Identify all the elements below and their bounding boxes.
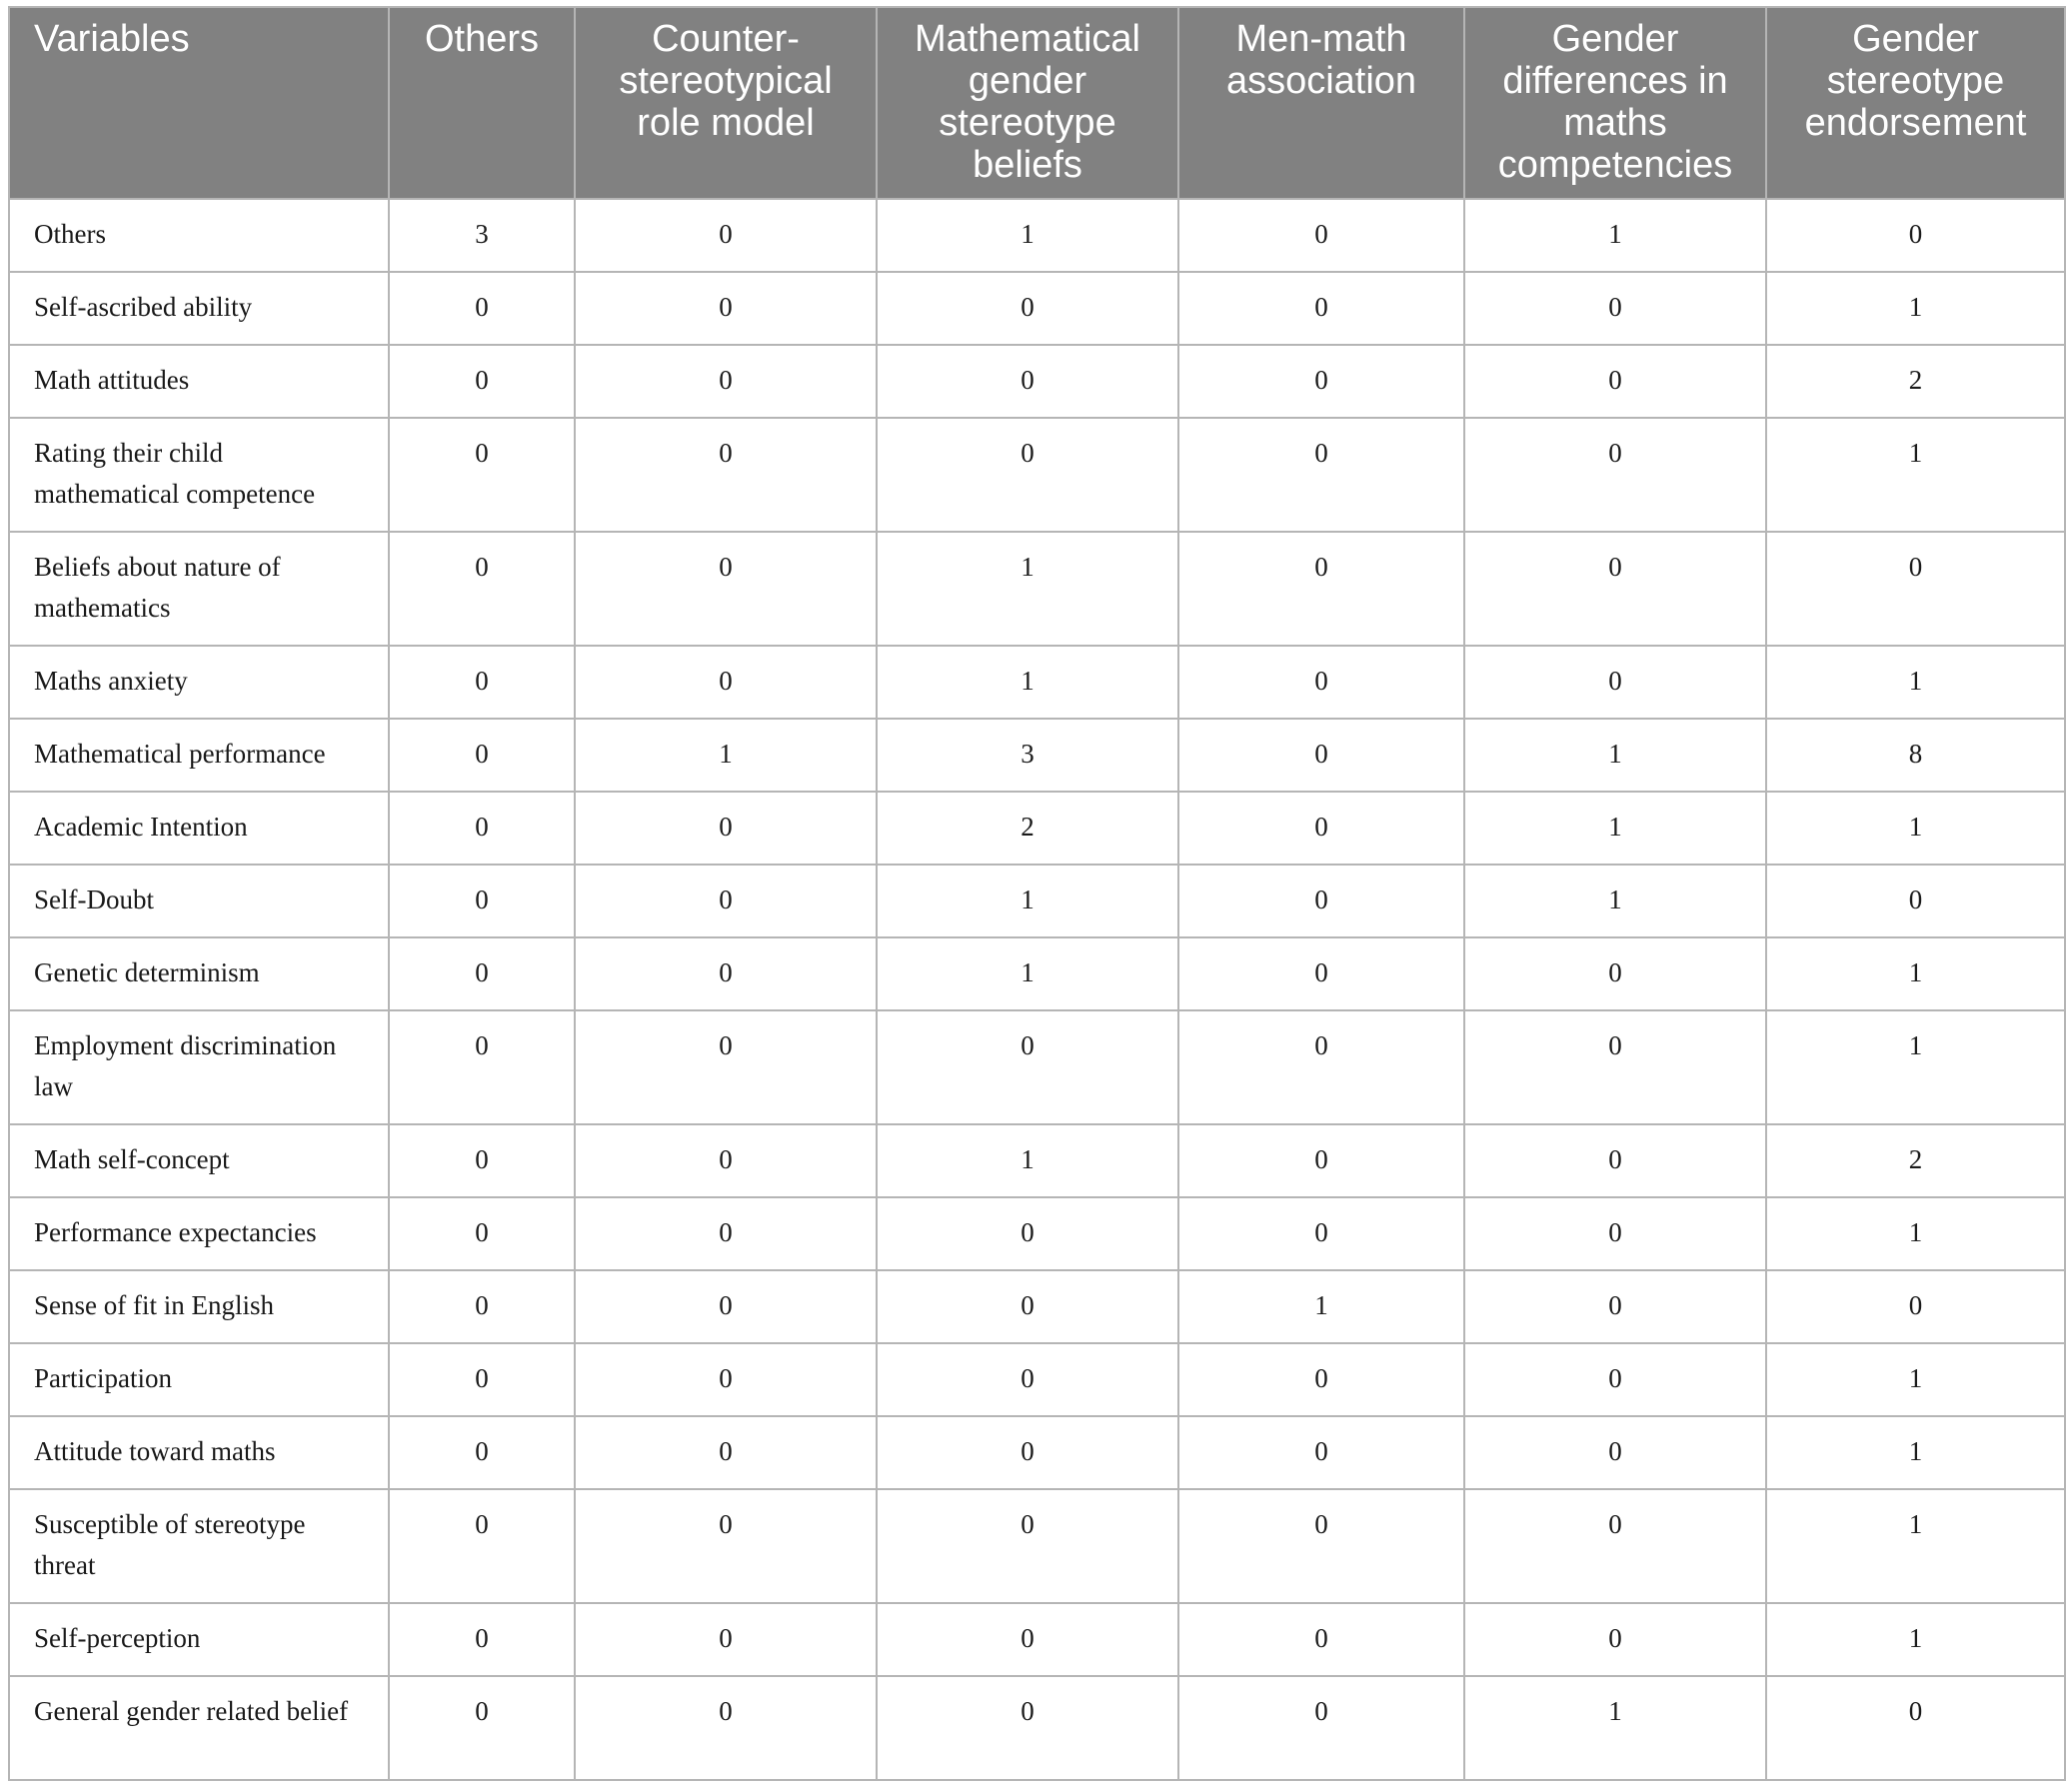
table-row: [9, 792, 2065, 865]
table-cell: 0: [1766, 199, 2065, 272]
table-cell: 0: [575, 1270, 877, 1343]
table-cell: 0: [1464, 1603, 1766, 1676]
row-label: Attitude toward maths: [9, 1416, 389, 1489]
table-cell: 1: [877, 937, 1178, 1010]
table-cell: 1: [1464, 865, 1766, 937]
table-cell: 0: [877, 1010, 1178, 1124]
table-cell: 0: [575, 1124, 877, 1197]
table-cell: 0: [1766, 1676, 2065, 1780]
table-cell: 1: [1766, 937, 2065, 1010]
table-cell: 0: [389, 719, 575, 792]
table-cell: 0: [389, 272, 575, 345]
table-cell: 1: [877, 865, 1178, 937]
row-label: Beliefs about nature of mathematics: [9, 532, 389, 646]
table-cell: 0: [1178, 865, 1464, 937]
table-cell: 0: [1178, 1416, 1464, 1489]
table-cell: 0: [1464, 1124, 1766, 1197]
table-cell: 0: [389, 1124, 575, 1197]
table-cell: 0: [1464, 646, 1766, 719]
table-cell: 1: [1766, 646, 2065, 719]
table-cell: 1: [1766, 792, 2065, 865]
table-cell: 1: [1178, 1270, 1464, 1343]
table-cell: 8: [1766, 719, 2065, 792]
row-label: General gender related belief: [9, 1676, 389, 1780]
table-cell: 0: [575, 1416, 877, 1489]
table-header: [9, 7, 2065, 199]
table-cell: 0: [877, 1489, 1178, 1603]
table-row: [9, 646, 2065, 719]
table-cell: 1: [1464, 199, 1766, 272]
table-cell: 0: [575, 646, 877, 719]
table-cell: 0: [877, 272, 1178, 345]
table-cell: 0: [1766, 865, 2065, 937]
table-cell: 0: [1464, 1010, 1766, 1124]
row-label: Mathematical performance: [9, 719, 389, 792]
column-header-others: Others: [389, 7, 575, 199]
column-header-counter-stereotypical-role-model: Counter-stereotypical role model: [575, 7, 877, 199]
column-header-gender-differences-in-maths-competencies: Gender differences in maths competencies: [1464, 7, 1766, 199]
row-label: Performance expectancies: [9, 1197, 389, 1270]
table-cell: 0: [575, 1603, 877, 1676]
table-cell: 0: [389, 1270, 575, 1343]
column-header-gender-stereotype-endorsement: Gender stereotype endorsement: [1766, 7, 2065, 199]
table-cell: 0: [877, 1343, 1178, 1416]
table-cell: 0: [1464, 532, 1766, 646]
row-label: Self-ascribed ability: [9, 272, 389, 345]
table-row: [9, 1124, 2065, 1197]
table-cell: 0: [1766, 1270, 2065, 1343]
table-cell: 1: [1464, 792, 1766, 865]
table-row: [9, 1343, 2065, 1416]
table-cell: 0: [877, 418, 1178, 532]
row-label: Math self-concept: [9, 1124, 389, 1197]
row-label: Sense of fit in English: [9, 1270, 389, 1343]
table-row: [9, 719, 2065, 792]
row-label: Self-Doubt: [9, 865, 389, 937]
row-label: Academic Intention: [9, 792, 389, 865]
row-label: Self-perception: [9, 1603, 389, 1676]
table-cell: 0: [389, 937, 575, 1010]
table-cell: 0: [877, 1676, 1178, 1780]
table-row: [9, 1270, 2065, 1343]
table-cell: 2: [1766, 345, 2065, 418]
table-cell: 1: [877, 199, 1178, 272]
row-label: Genetic determinism: [9, 937, 389, 1010]
table-cell: 0: [877, 345, 1178, 418]
table-cell: 1: [877, 1124, 1178, 1197]
table-cell: 0: [389, 792, 575, 865]
table-cell: 0: [389, 1416, 575, 1489]
table-cell: 0: [1178, 1343, 1464, 1416]
table-cell: 0: [1464, 937, 1766, 1010]
table-cell: 1: [1766, 1343, 2065, 1416]
table-row: [9, 1010, 2065, 1124]
table-cell: 0: [389, 1603, 575, 1676]
table-body: [9, 199, 2065, 1780]
table-cell: 0: [1178, 532, 1464, 646]
row-label: Rating their child mathematical competence: [9, 418, 389, 532]
table-cell: 0: [877, 1416, 1178, 1489]
row-label: Math attitudes: [9, 345, 389, 418]
table-container: [8, 6, 2064, 1781]
row-label: Employment discrimination law: [9, 1010, 389, 1124]
table-cell: 0: [1178, 1603, 1464, 1676]
table-cell: 0: [1464, 1197, 1766, 1270]
table-cell: 1: [1766, 272, 2065, 345]
table-cell: 1: [1766, 418, 2065, 532]
table-cell: 0: [575, 199, 877, 272]
table-cell: 0: [1178, 1489, 1464, 1603]
table-cell: 3: [389, 199, 575, 272]
table-row: [9, 1197, 2065, 1270]
table-cell: 0: [575, 1676, 877, 1780]
row-label: Maths anxiety: [9, 646, 389, 719]
table-cell: 0: [1178, 646, 1464, 719]
table-cell: 1: [575, 719, 877, 792]
table-cell: 0: [389, 532, 575, 646]
column-header-men-math-association: Men-math association: [1178, 7, 1464, 199]
table-cell: 0: [1178, 1197, 1464, 1270]
table-cell: 0: [1178, 272, 1464, 345]
table-cell: 0: [575, 1197, 877, 1270]
table-row: [9, 345, 2065, 418]
table-cell: 0: [575, 865, 877, 937]
table-cell: 0: [389, 1010, 575, 1124]
table-cell: 0: [1464, 1270, 1766, 1343]
row-label: Others: [9, 199, 389, 272]
table-cell: 0: [1178, 937, 1464, 1010]
table-cell: 0: [575, 345, 877, 418]
table-cell: 0: [575, 418, 877, 532]
table-cell: 0: [575, 937, 877, 1010]
table-row: [9, 418, 2065, 532]
table-cell: 1: [1766, 1603, 2065, 1676]
table-row: [9, 1676, 2065, 1780]
table-cell: 0: [389, 865, 575, 937]
table-cell: 0: [1464, 345, 1766, 418]
table-row: [9, 865, 2065, 937]
table-cell: 0: [1464, 272, 1766, 345]
table-cell: 0: [575, 532, 877, 646]
table-cell: 2: [1766, 1124, 2065, 1197]
table-row: [9, 1489, 2065, 1603]
table-cell: 0: [1178, 1124, 1464, 1197]
table-cell: 0: [1178, 792, 1464, 865]
table-cell: 0: [1464, 1489, 1766, 1603]
table-row: [9, 199, 2065, 272]
table-cell: 0: [1178, 1676, 1464, 1780]
table-cell: 0: [389, 1343, 575, 1416]
table-cell: 0: [1178, 1010, 1464, 1124]
table-cell: 0: [575, 1343, 877, 1416]
table-cell: 0: [877, 1603, 1178, 1676]
table-row: [9, 272, 2065, 345]
table-cell: 1: [1766, 1010, 2065, 1124]
table-cell: 0: [575, 272, 877, 345]
table-cell: 0: [575, 1010, 877, 1124]
table-cell: 0: [1178, 199, 1464, 272]
column-header-variables: Variables: [9, 7, 389, 199]
table-cell: 1: [877, 646, 1178, 719]
table-cell: 0: [389, 1197, 575, 1270]
table-cell: 0: [877, 1197, 1178, 1270]
table-cell: 1: [1766, 1489, 2065, 1603]
table-cell: 0: [1766, 532, 2065, 646]
table-row: [9, 532, 2065, 646]
table-cell: 0: [1464, 1416, 1766, 1489]
table-cell: 1: [1766, 1197, 2065, 1270]
row-label: Susceptible of stereotype threat: [9, 1489, 389, 1603]
row-label: Participation: [9, 1343, 389, 1416]
table-cell: 0: [1178, 418, 1464, 532]
table-row: [9, 937, 2065, 1010]
table-cell: 1: [1766, 1416, 2065, 1489]
column-header-mathematical-gender-stereotype-beliefs: Mathematical gender stereotype beliefs: [877, 7, 1178, 199]
table-row: [9, 1603, 2065, 1676]
header-row: [9, 7, 2065, 199]
table-cell: 2: [877, 792, 1178, 865]
table-cell: 0: [1464, 418, 1766, 532]
table-cell: 1: [1464, 1676, 1766, 1780]
table-cell: 0: [1178, 719, 1464, 792]
table-cell: 0: [1178, 345, 1464, 418]
table-cell: 0: [389, 418, 575, 532]
table-cell: 0: [877, 1270, 1178, 1343]
table-cell: 0: [1464, 1343, 1766, 1416]
table-cell: 0: [389, 345, 575, 418]
table-row: [9, 1416, 2065, 1489]
table-cell: 0: [389, 1676, 575, 1780]
table-cell: 1: [1464, 719, 1766, 792]
table-cell: 0: [389, 1489, 575, 1603]
table-cell: 0: [389, 646, 575, 719]
table-cell: 0: [575, 1489, 877, 1603]
table-cell: 0: [575, 792, 877, 865]
table-cell: 1: [877, 532, 1178, 646]
data-table: [8, 6, 2066, 1781]
table-cell: 3: [877, 719, 1178, 792]
